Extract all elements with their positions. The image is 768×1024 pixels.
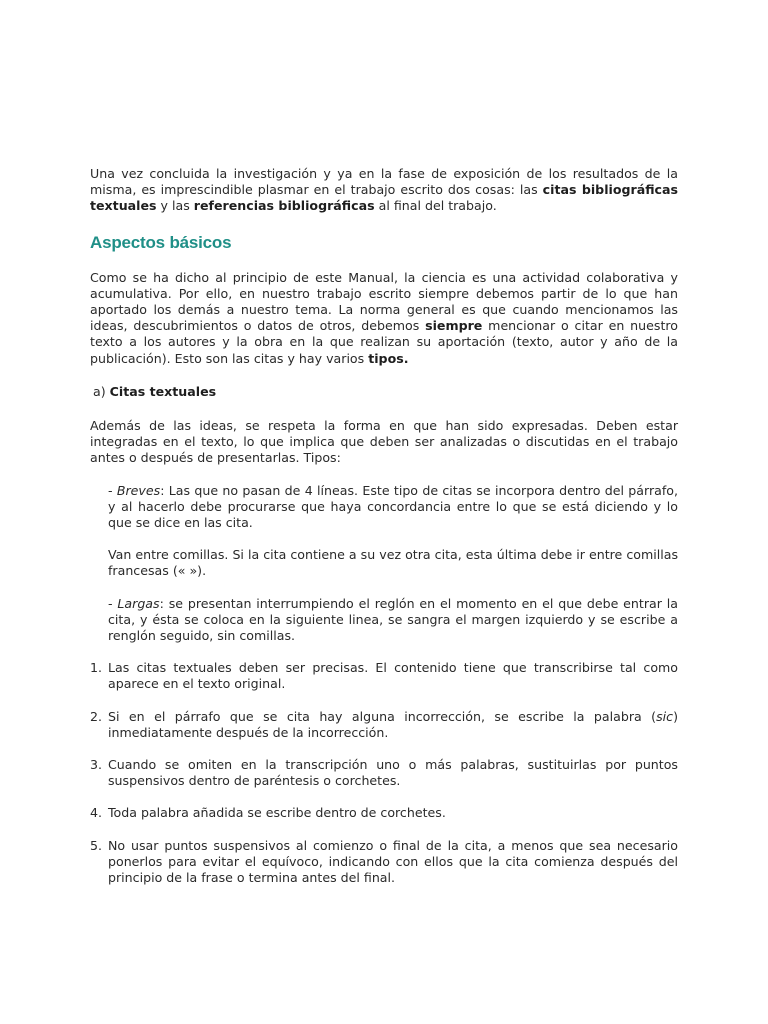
rules-list xyxy=(90,660,678,886)
para1-bold-tipos: tipos. xyxy=(368,350,409,366)
list-item-text: Cuando se omiten en la transcripción uno o más palabras, sustituirlas por puntos suspensivos dentro de paréntesis o corchetes. xyxy=(108,757,678,789)
document-page xyxy=(90,166,678,902)
largas-dash: - xyxy=(108,595,118,611)
list-item-text: No usar puntos suspensivos al comienzo o final de la cita, a menos que sea necesario ponerlos para evitar el equívoco, indicando con ellos que la cita comienza después del principio de la frase o termina antes del final. xyxy=(108,837,678,886)
list-item-italic-sic: sic xyxy=(656,708,674,724)
breves-paragraph xyxy=(108,483,678,532)
list-item-text: Las citas textuales deben ser precisas. El contenido tiene que transcribirse tal como aparece en el texto original. xyxy=(108,660,678,692)
list-item-text: Toda palabra añadida se escribe dentro de corchetes. xyxy=(108,805,446,821)
breves-term: Breves xyxy=(116,482,161,498)
list-item-number: 3. xyxy=(90,757,103,773)
intro-bold-citas: citas bibliográficas textuales xyxy=(90,182,678,214)
list-item-text: Si en el párrafo que se cita hay alguna incorrección, se escribe la palabra ( xyxy=(108,708,657,724)
para1-text-2: mencionar o citar en nuestro texto a los autores y la obra en la que realizan su aportación (texto, autor y año de la publicación). Esto son las citas y hay varios xyxy=(90,318,678,366)
list-item xyxy=(90,709,678,741)
list-item-number: 4. xyxy=(90,805,103,821)
section-heading: Aspectos básicos xyxy=(90,232,232,252)
para1-bold-siempre: siempre xyxy=(425,318,483,334)
largas-text: : se presentan interrumpiendo el reglón en el momento en el que debe entrar la cita, y ésta se coloca en la siguiente linea, se sangra el margen izquierdo y se escribe a renglón seguido, sin comillas. xyxy=(108,595,678,644)
intro-paragraph xyxy=(90,166,678,215)
subhead-title: Citas textuales xyxy=(109,383,217,399)
list-item xyxy=(90,660,678,692)
breves-dash: - xyxy=(108,482,117,498)
list-item-number: 1. xyxy=(90,660,103,676)
intro-bold-referencias: referencias bibliográficas xyxy=(193,198,375,214)
list-item xyxy=(90,838,678,887)
list-item xyxy=(90,805,678,821)
comillas-paragraph: Van entre comillas. Si la cita contiene a su vez otra cita, esta última debe ir entre comillas francesas (« »). xyxy=(108,547,678,579)
largas-paragraph xyxy=(108,596,678,645)
para1-text-1: Como se ha dicho al principio de este Manual, la ciencia es una actividad colaborativa y acumulativa. Por ello, en nuestro trabajo escrito siempre debemos partir de lo que han aportado los demás a nuestro tema. La norma general es que cuando mencionamos las ideas, descubrimientos o datos de otros, debemos xyxy=(90,269,678,334)
aspects-paragraph xyxy=(90,270,678,367)
subhead-prefix: a) xyxy=(93,383,110,399)
list-item xyxy=(90,757,678,789)
list-item-number: 5. xyxy=(90,837,103,853)
intro-text-1: Una vez concluida la investigación y ya en la fase de exposición de los resultados de la misma, es imprescindible plasmar en el trabajo escrito dos cosas: las xyxy=(90,166,678,198)
breves-text: : Las que no pasan de 4 líneas. Este tipo de citas se incorpora dentro del párrafo, y al hacerlo debe procurarse que haya concordancia entre lo que se está diciendo y lo que se dice en las cita. xyxy=(108,482,678,531)
subheading-citas-textuales xyxy=(93,384,678,400)
list-item-number: 2. xyxy=(90,708,103,724)
intro-text-2: y las xyxy=(156,198,194,214)
intro-text-3: al final del trabajo. xyxy=(374,198,497,214)
largas-term: Largas xyxy=(117,595,160,611)
citas-description-paragraph: Además de las ideas, se respeta la forma en que han sido expresadas. Deben estar integradas en el texto, lo que implica que deben ser analizadas o discutidas en el trabajo antes o después de presentarlas. Tipos: xyxy=(90,418,678,466)
list-item-text: ) inmediatamente después de la incorrección. xyxy=(108,708,678,740)
